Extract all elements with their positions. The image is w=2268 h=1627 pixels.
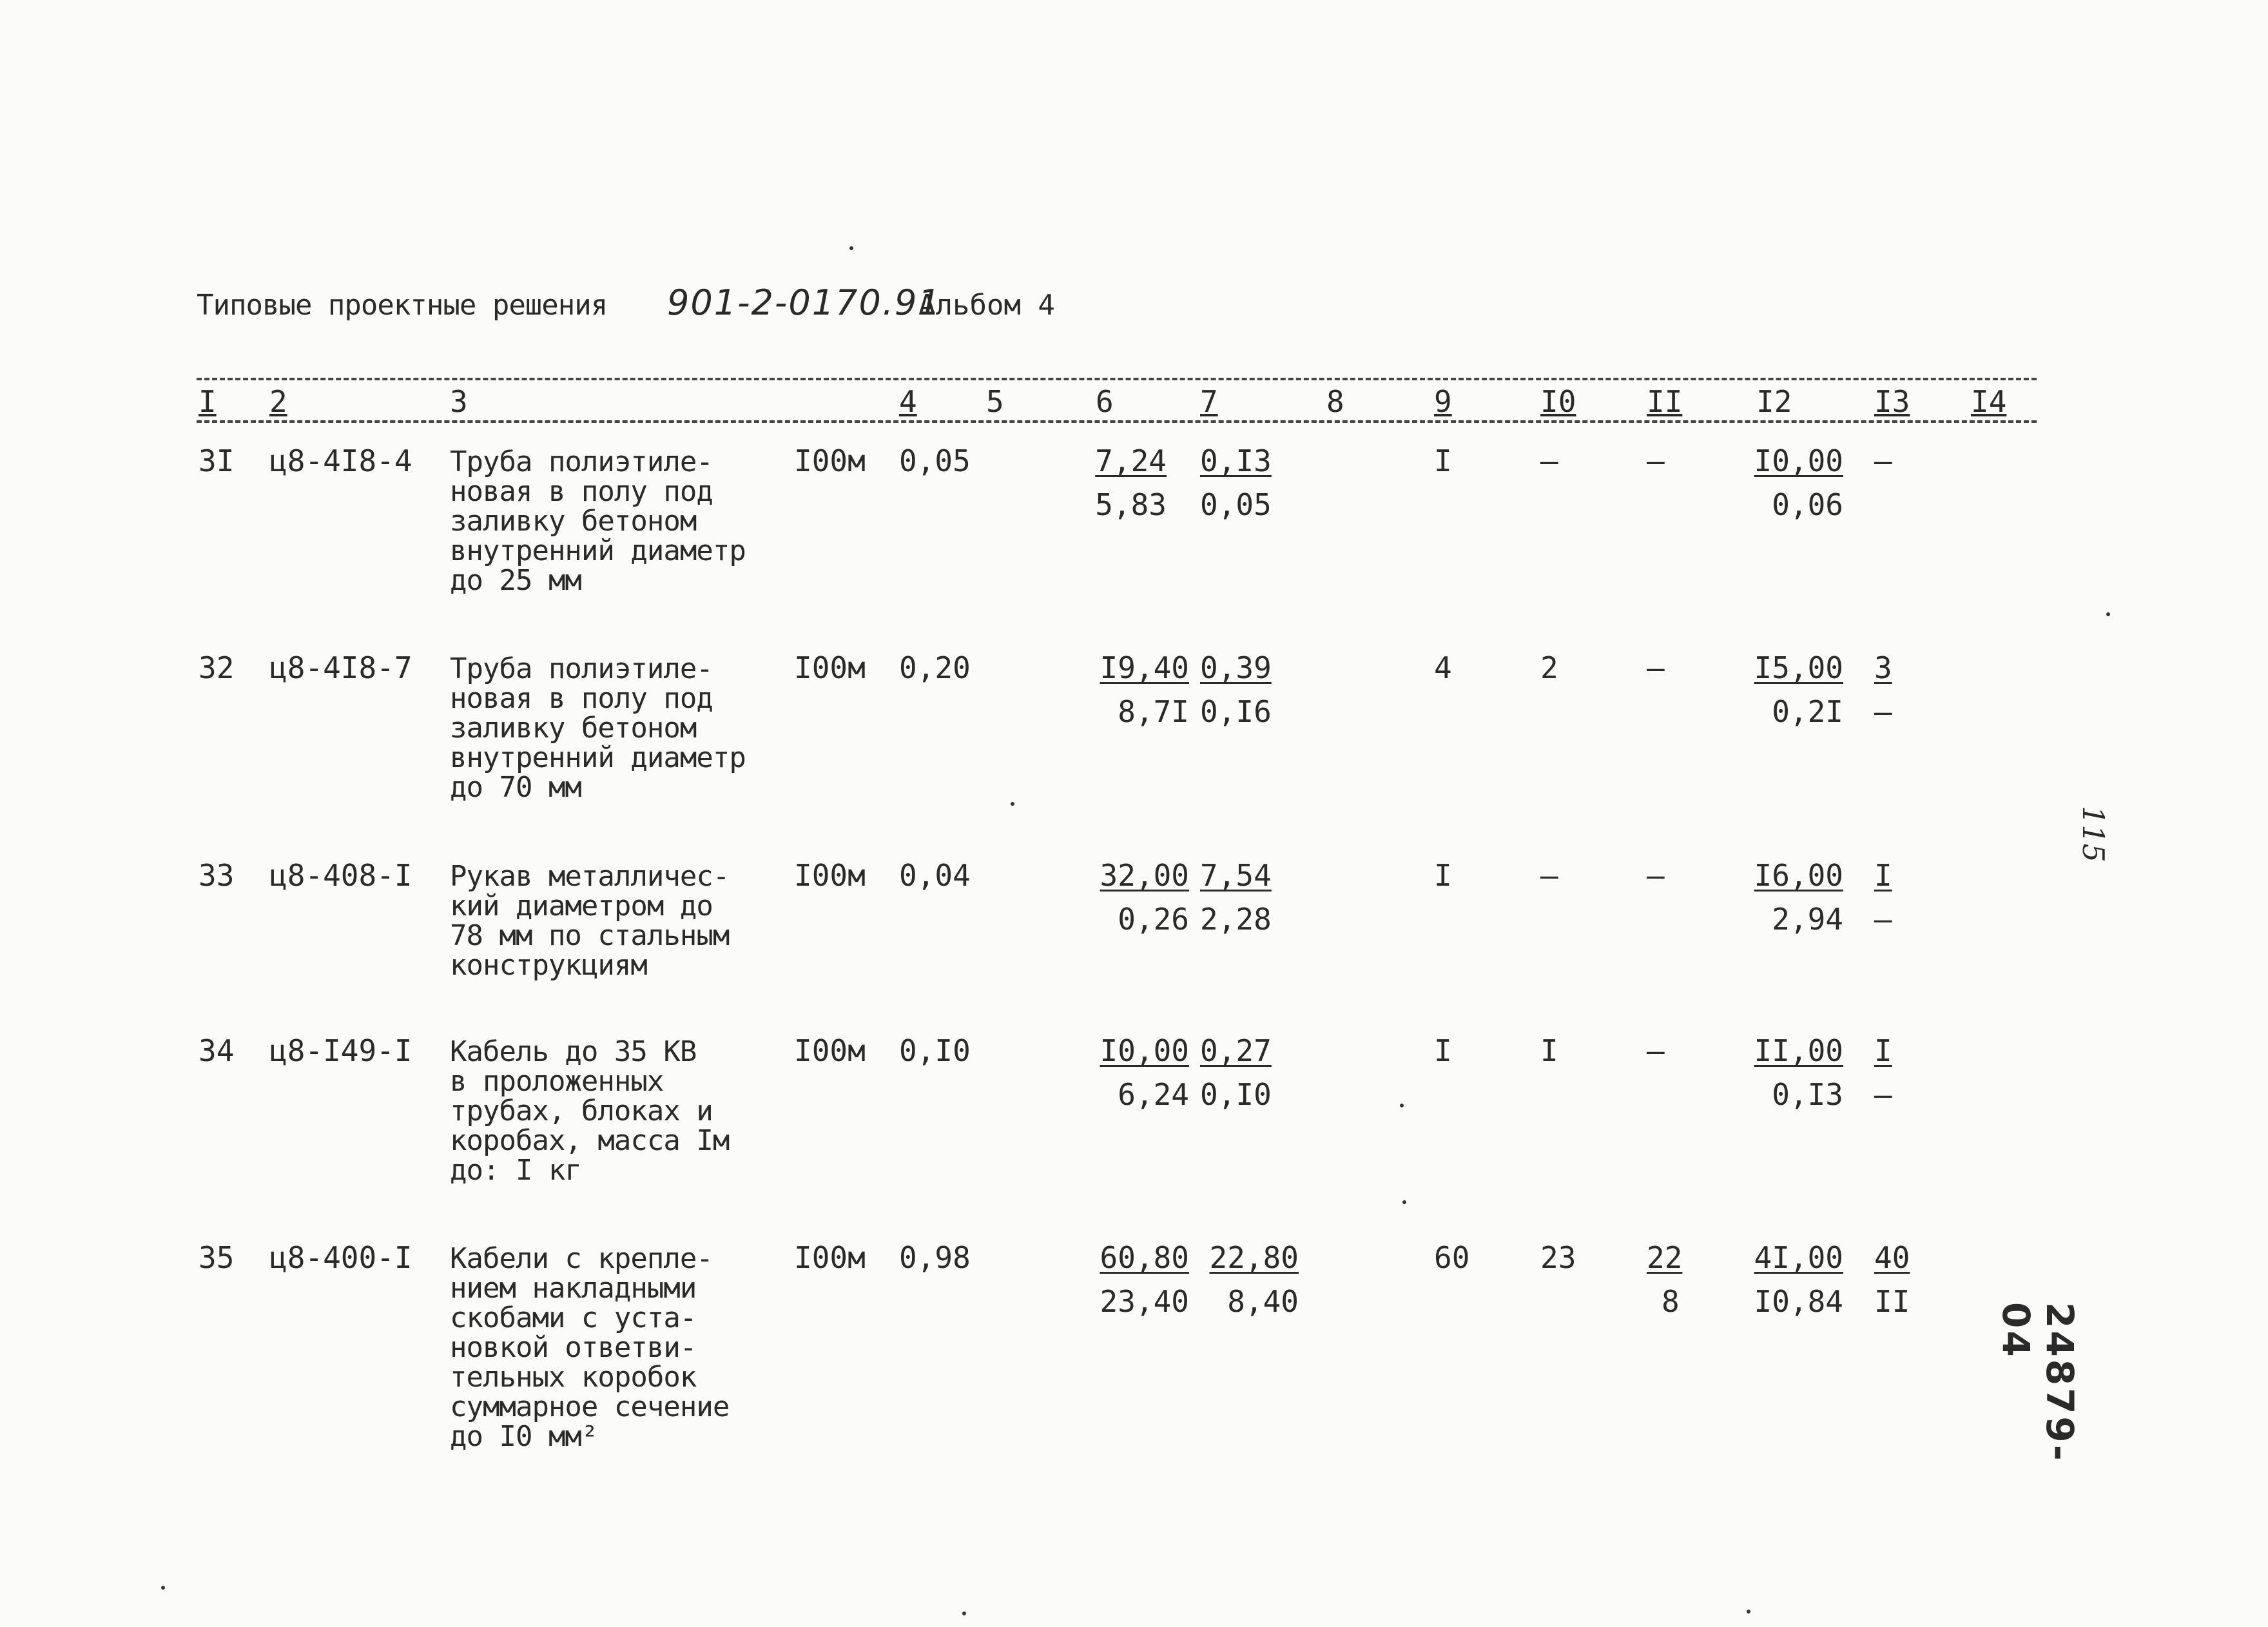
col13-bottom: – bbox=[1874, 902, 1892, 937]
col12-bottom: 0,06 bbox=[1772, 487, 1843, 522]
col-header-8: 8 bbox=[1326, 384, 1344, 419]
scan-speck bbox=[1400, 1104, 1404, 1107]
col10: 23 bbox=[1540, 1240, 1576, 1275]
col-header-4: 4 bbox=[899, 384, 917, 419]
col6-top: 60,80 bbox=[1100, 1240, 1189, 1275]
item-description: Труба полиэтиле- новая в полу под заливку бетоном внутренний диаметр до 70 мм bbox=[450, 652, 746, 804]
col-header-1: I bbox=[199, 384, 217, 419]
price-code: ц8-I49-I bbox=[269, 1033, 412, 1068]
document-title: Типовые проектные решения bbox=[197, 289, 608, 322]
col-header-12: I2 bbox=[1756, 384, 1792, 419]
col10: 2 bbox=[1540, 650, 1558, 685]
col11-bottom: 8 bbox=[1662, 1284, 1680, 1319]
col12-top: I5,00 bbox=[1754, 650, 1843, 685]
row-number: 3I bbox=[199, 443, 235, 478]
scan-speck bbox=[2106, 612, 2110, 616]
page-mark: 115 bbox=[2076, 806, 2111, 862]
project-code: 901-2-0170.91 bbox=[667, 282, 942, 323]
col6-bottom: 6,24 bbox=[1118, 1077, 1189, 1112]
item-description: Труба полиэтиле- новая в полу под заливку бетоном внутренний диаметр до 25 мм bbox=[450, 445, 746, 597]
col-header-9: 9 bbox=[1434, 384, 1452, 419]
col13-top: 3 bbox=[1874, 650, 1892, 685]
col-header-10: I0 bbox=[1540, 384, 1576, 419]
unit: I00м bbox=[794, 443, 866, 478]
row-number: 34 bbox=[199, 1033, 235, 1068]
col7-top: 0,27 bbox=[1200, 1033, 1272, 1068]
item-description: Кабель до 35 КВ в проложенных трубах, блоках и коробах, масса Iм до: I кг bbox=[450, 1035, 730, 1187]
col7-bottom: 2,28 bbox=[1200, 902, 1272, 937]
col-header-11: II bbox=[1647, 384, 1683, 419]
sheet-number: 24879-04 bbox=[1994, 1302, 2082, 1463]
col10: – bbox=[1540, 858, 1558, 893]
unit: I00м bbox=[794, 1240, 866, 1275]
col12-top: II,00 bbox=[1754, 1033, 1843, 1068]
col13-top: I bbox=[1874, 1033, 1892, 1068]
col6-top: 7,24 bbox=[1095, 443, 1167, 478]
col13-top: – bbox=[1874, 443, 1892, 478]
col6-bottom: 8,7I bbox=[1118, 694, 1189, 729]
row-number: 32 bbox=[199, 650, 235, 685]
col-header-2: 2 bbox=[269, 384, 287, 419]
col13-top: I bbox=[1874, 858, 1892, 893]
quantity: 0,20 bbox=[899, 650, 971, 685]
col-header-13: I3 bbox=[1874, 384, 1910, 419]
col12-bottom: 0,I3 bbox=[1772, 1077, 1843, 1112]
quantity: 0,05 bbox=[899, 443, 971, 478]
scan-speck bbox=[1402, 1200, 1406, 1204]
col13-top: 40 bbox=[1874, 1240, 1910, 1275]
col7-top: 7,54 bbox=[1200, 858, 1272, 893]
col9: I bbox=[1434, 1033, 1452, 1068]
col12-bottom: 2,94 bbox=[1772, 902, 1843, 937]
item-description: Кабели с крепле- нием накладными скобами с уста- новкой ответви- тельных коробок суммарное сечение до I0 мм² bbox=[450, 1242, 730, 1453]
unit: I00м bbox=[794, 1033, 866, 1068]
col9: I bbox=[1434, 858, 1452, 893]
col7-top: 0,39 bbox=[1200, 650, 1272, 685]
scan-speck bbox=[161, 1586, 165, 1590]
col6-top: 32,00 bbox=[1100, 858, 1189, 893]
col-header-5: 5 bbox=[986, 384, 1004, 419]
scan-speck bbox=[1747, 1610, 1750, 1613]
price-code: ц8-4I8-4 bbox=[269, 443, 412, 478]
col6-top: I0,00 bbox=[1100, 1033, 1189, 1068]
row-number: 35 bbox=[199, 1240, 235, 1275]
col-header-14: I4 bbox=[1971, 384, 2007, 419]
price-code: ц8-4I8-7 bbox=[269, 650, 412, 685]
quantity: 0,04 bbox=[899, 858, 971, 893]
header-bottom-rule bbox=[197, 420, 2037, 423]
col7-bottom: 8,40 bbox=[1227, 1284, 1299, 1319]
col-header-7: 7 bbox=[1200, 384, 1218, 419]
col9: I bbox=[1434, 443, 1452, 478]
col10: – bbox=[1540, 443, 1558, 478]
quantity: 0,98 bbox=[899, 1240, 971, 1275]
col6-bottom: 23,40 bbox=[1100, 1284, 1189, 1319]
col7-bottom: 0,I0 bbox=[1200, 1077, 1272, 1112]
col7-bottom: 0,05 bbox=[1200, 487, 1272, 522]
col13-bottom: – bbox=[1874, 1077, 1892, 1112]
col10: I bbox=[1540, 1033, 1558, 1068]
col12-top: I0,00 bbox=[1754, 443, 1843, 478]
col11-top: 22 bbox=[1647, 1240, 1683, 1275]
col7-bottom: 0,I6 bbox=[1200, 694, 1272, 729]
col12-bottom: 0,2I bbox=[1772, 694, 1843, 729]
unit: I00м bbox=[794, 858, 866, 893]
col11: – bbox=[1647, 1033, 1665, 1068]
table-top-rule bbox=[197, 378, 2037, 380]
col11: – bbox=[1647, 650, 1665, 685]
col7-top: 0,I3 bbox=[1200, 443, 1272, 478]
item-description: Рукав металличес- кий диаметром до 78 мм по стальным конструкциям bbox=[450, 860, 730, 982]
col12-top: I6,00 bbox=[1754, 858, 1843, 893]
col11: – bbox=[1647, 858, 1665, 893]
col12-top: 4I,00 bbox=[1754, 1240, 1843, 1275]
col9: 60 bbox=[1434, 1240, 1470, 1275]
scan-speck bbox=[1011, 802, 1014, 806]
col7-top: 22,80 bbox=[1209, 1240, 1299, 1275]
row-number: 33 bbox=[199, 858, 235, 893]
album-label: Альбом 4 bbox=[918, 289, 1055, 322]
price-code: ц8-400-I bbox=[269, 1240, 412, 1275]
col9: 4 bbox=[1434, 650, 1452, 685]
col12-bottom: I0,84 bbox=[1754, 1284, 1843, 1319]
scan-speck bbox=[962, 1612, 966, 1615]
col6-bottom: 5,83 bbox=[1095, 487, 1167, 522]
col6-top: I9,40 bbox=[1100, 650, 1189, 685]
col13-bottom: – bbox=[1874, 694, 1892, 729]
col6-bottom: 0,26 bbox=[1118, 902, 1189, 937]
col-header-3: 3 bbox=[450, 384, 468, 419]
quantity: 0,I0 bbox=[899, 1033, 971, 1068]
price-code: ц8-408-I bbox=[269, 858, 412, 893]
scan-speck bbox=[849, 246, 853, 250]
col13-bottom: II bbox=[1874, 1284, 1910, 1319]
unit: I00м bbox=[794, 650, 866, 685]
col-header-6: 6 bbox=[1096, 384, 1114, 419]
col11: – bbox=[1647, 443, 1665, 478]
